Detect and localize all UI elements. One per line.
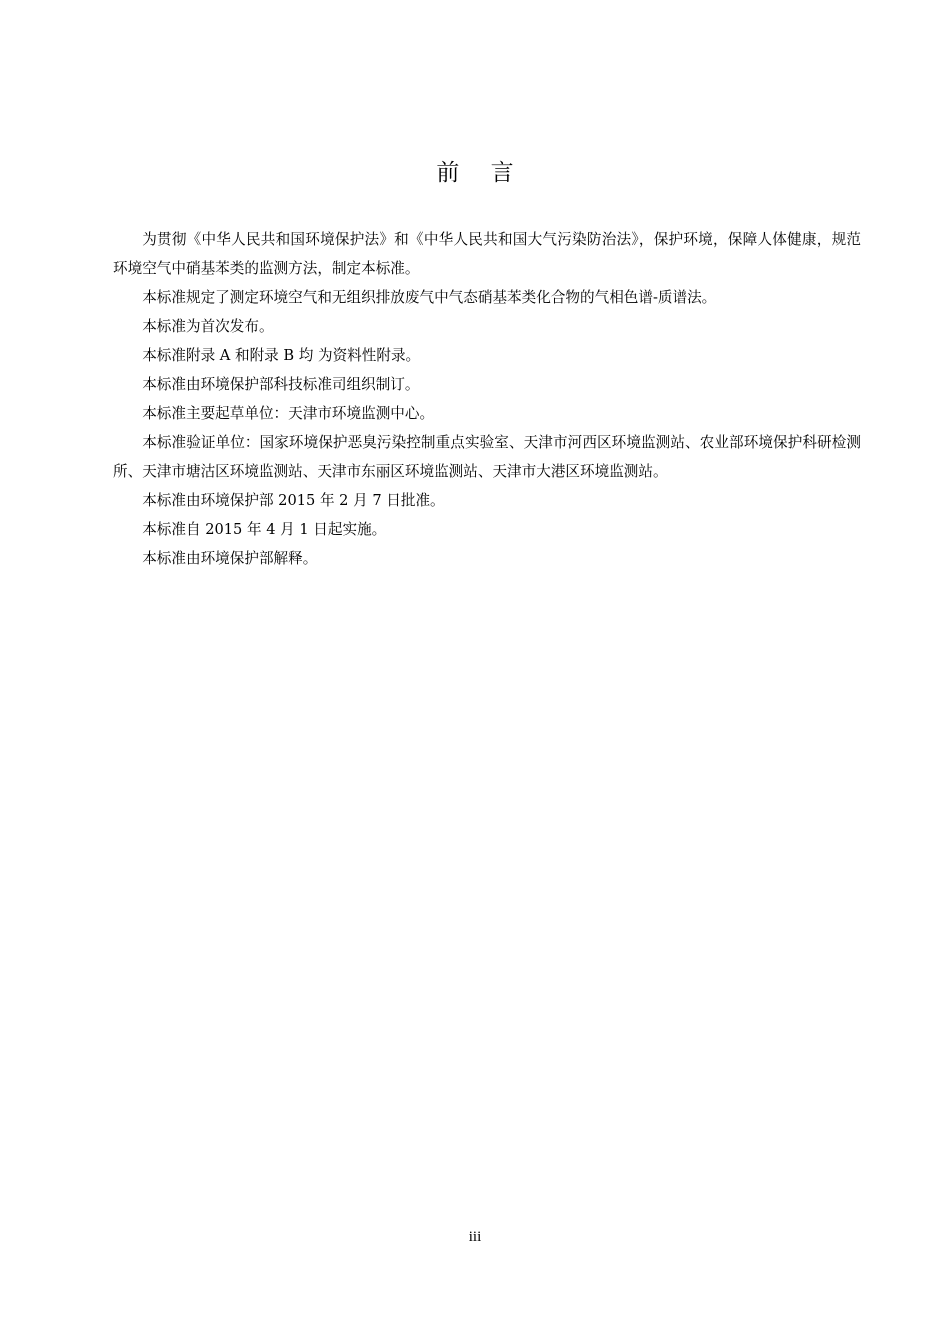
paragraph-appendix: 本标准附录 A 和附录 B 均 为资料性附录。 [142,347,421,364]
preface-body [113,225,861,573]
paragraph-scope: 本标准规定了测定环境空气和无组织排放废气中气态硝基苯类化合物的气相色谱-质谱法。 [142,289,717,306]
paragraph-organizer: 本标准由环境保护部科技标准司组织制订。 [142,376,420,393]
paragraph-approval-date: 本标准由环境保护部 2015 年 2 月 7 日批准。 [142,492,445,509]
paragraph-verification-units: 本标准验证单位：国家环境保护恶臭污染控制重点实验室、天津市河西区环境监测站、农业部环境保护科研检测所、天津市塘沽区环境监测站、天津市东丽区环境监测站、天津市大港区环境监测站。 [113,434,861,480]
page-title: 前 言 [436,160,526,186]
paragraph-interpretation: 本标准由环境保护部解释。 [142,550,318,567]
page-number: iii [468,1229,482,1245]
paragraph-drafting-unit: 本标准主要起草单位：天津市环境监测中心。 [142,405,435,422]
paragraph-purpose: 为贯彻《中华人民共和国环境保护法》和《中华人民共和国大气污染防治法》，保护环境，保障人体健康，规范环境空气中硝基苯类的监测方法，制定本标准。 [113,231,861,277]
paragraph-effective-date: 本标准自 2015 年 4 月 1 日起实施。 [142,521,387,538]
paragraph-first-release: 本标准为首次发布。 [142,318,274,335]
